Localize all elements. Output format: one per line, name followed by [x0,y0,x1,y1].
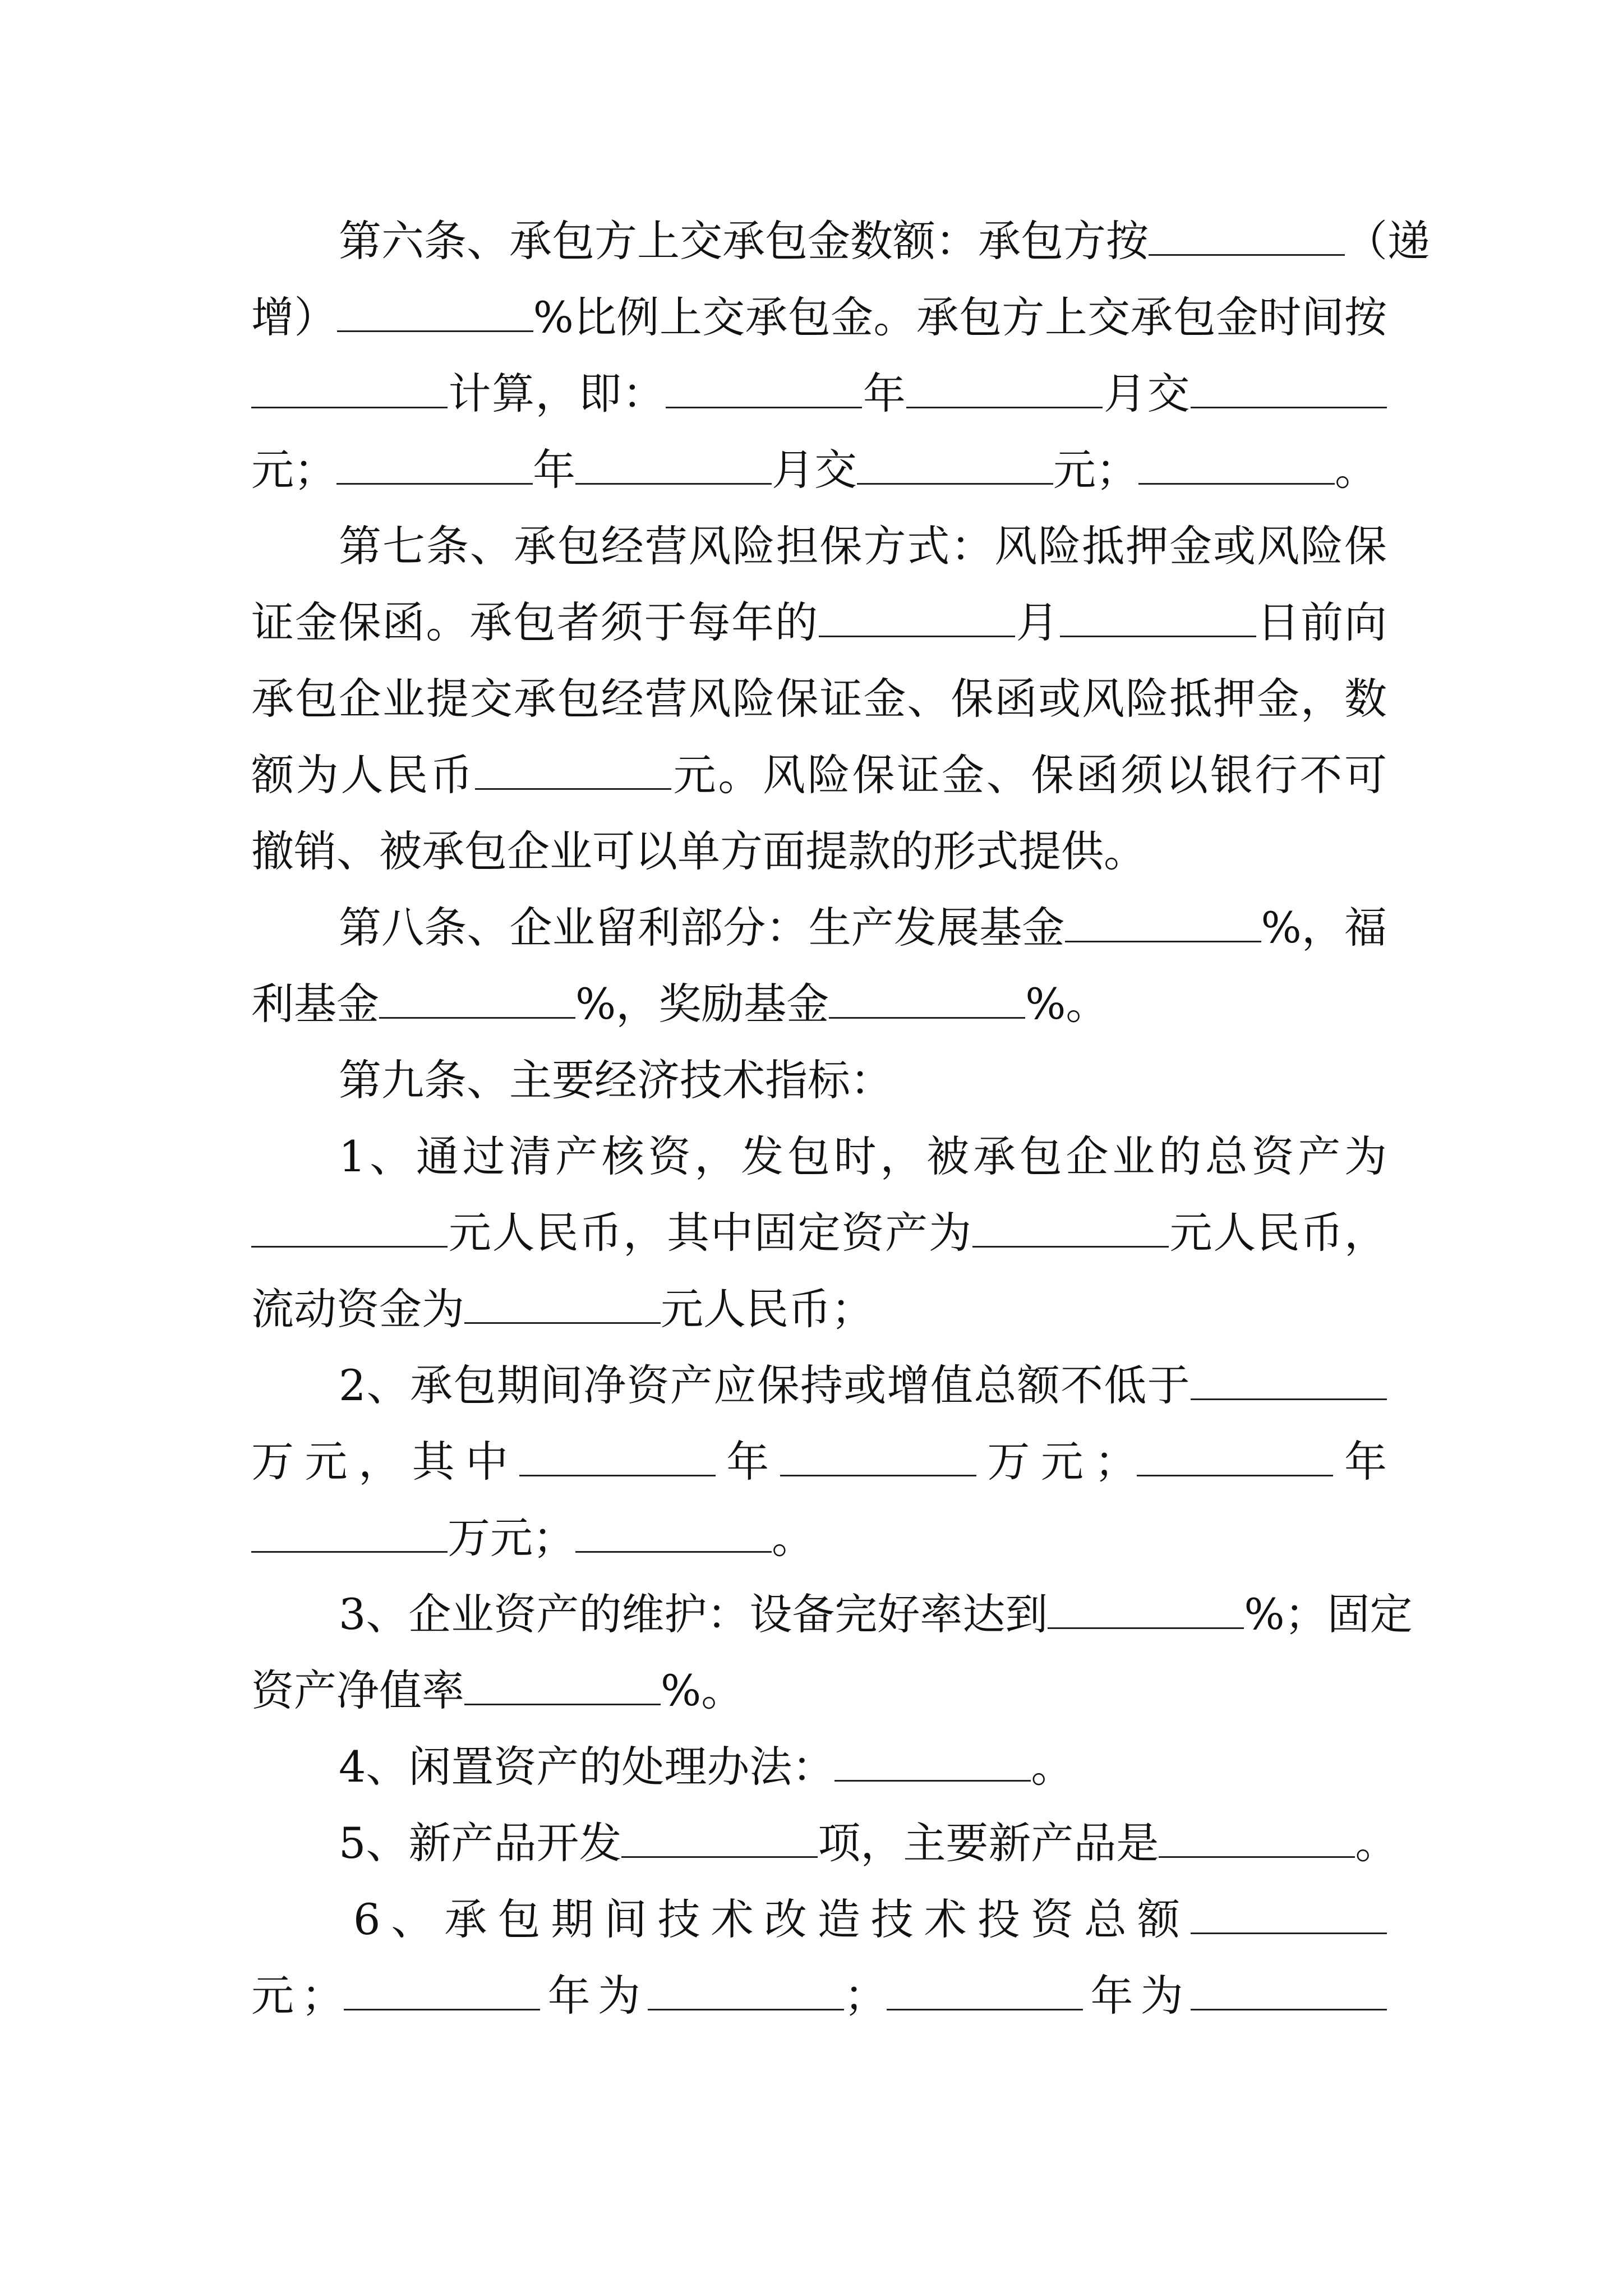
text: %。 [1025,979,1109,1029]
blank-field [666,373,862,408]
blank-field [1065,907,1261,942]
blank-field [1191,1365,1387,1400]
item-2-line-2 [251,1435,1387,1489]
blank-field [1191,1975,1387,2010]
blank-field [251,1517,448,1553]
blank-field [829,983,1025,1019]
text: 4、闲置资产的处理办法： [339,1742,835,1792]
blank-field [464,1670,661,1705]
text: 2、承包期间净资产应保持或增值总额不低于 [339,1360,1191,1410]
article-6-line-1 [339,214,1430,268]
item-6-line-2 [251,1969,1387,2023]
text: 1、通过清产核资，发包时，被承包企业的总资产为 [339,1131,1387,1181]
text: 撤销、被承包企业可以单方面提款的形式提供。 [251,826,1146,876]
blank-field [1191,373,1387,408]
text: 承包企业提交承包经营风险保证金、保函或风险抵押金，数 [251,674,1387,724]
text: 3、企业资产的维护：设备完好率达到 [339,1589,1048,1639]
text: 6、承包期间技术改造技术投资总额 [353,1894,1191,1944]
text: %。 [661,1665,744,1715]
text: （递 [1345,216,1430,266]
text: 万元，其中 [251,1437,519,1487]
item-3-line-2 [251,1664,1387,1718]
text: 年为 [1083,1971,1191,2021]
blank-field [251,1212,448,1248]
article-7-line-4 [251,748,1387,802]
blank-field [1191,1899,1387,1934]
article-7-line-2 [251,596,1387,650]
text: 项，主要新产品是 [818,1818,1159,1868]
blank-field [475,754,671,790]
text: 第九条、主要经济技术指标： [339,1055,893,1105]
text: 元人民币； [661,1284,874,1334]
item-1-line-3 [251,1282,1387,1336]
text: 年 [1333,1437,1387,1487]
item-2-line-1 [339,1359,1387,1412]
article-6-line-2 [251,291,1387,344]
text: %，奖励基金 [575,979,829,1029]
blank-field [1149,220,1345,256]
blank-field [834,1746,1031,1782]
article-6-line-4 [251,443,1387,497]
article-7-line-5 [251,825,1387,878]
blank-field [887,1975,1083,2010]
text: 利基金 [251,979,379,1029]
text: 月 [1015,597,1060,647]
blank-field [575,1517,772,1553]
blank-field [1137,1441,1333,1476]
article-6-line-3 [251,367,1387,421]
text: 第八条、企业留利部分：生产发展基金 [339,903,1065,953]
text: 元； [1053,445,1138,495]
item-1-line-2 [251,1206,1387,1260]
blank-field [251,373,448,408]
text: 月交 [772,445,857,495]
item-1-line-1 [339,1130,1387,1184]
text: 增） [251,292,337,342]
blank-field [819,602,1015,637]
blank-field [1048,1594,1244,1629]
blank-field [621,1823,818,1858]
text: 年 [862,369,907,418]
text: 第六条、承包方上交承包金数额：承包方按 [339,216,1149,266]
text: 日前向 [1256,597,1387,647]
text: 。 [1355,1818,1398,1868]
blank-field [379,983,575,1019]
blank-field [906,373,1103,408]
text: 元人民币， [1168,1208,1387,1258]
text: 元人民币，其中固定资产为 [448,1208,972,1258]
article-8-line-2 [251,977,1387,1031]
article-7-line-1 [339,519,1387,573]
article-7-line-3 [251,672,1387,726]
blank-field [1138,449,1335,485]
blank-field [337,297,533,332]
text: 流动资金为 [251,1284,464,1334]
blank-field [519,1441,716,1476]
text: %；固定 [1244,1589,1413,1639]
blank-field [1060,602,1256,637]
item-5-line [339,1816,1398,1870]
article-9-title [339,1053,1387,1107]
text: 。 [772,1513,814,1563]
item-3-line-1 [339,1588,1413,1641]
text: 万元； [448,1513,575,1563]
text: 年 [715,1437,780,1487]
text: 年为 [540,1971,648,2021]
text: ； [844,1971,887,2021]
item-4-line [339,1740,1387,1794]
blank-field [464,1289,661,1324]
text: 万元； [976,1437,1137,1487]
text: 额为人民币 [251,750,475,800]
item-2-line-3 [251,1511,1387,1565]
blank-field [972,1212,1169,1248]
text: %，福 [1261,903,1387,953]
text: 。 [1031,1742,1074,1792]
text: 月交 [1103,369,1191,418]
text: 资产净值率 [251,1665,464,1715]
blank-field [857,449,1053,485]
text: %比例上交承包金。承包方上交承包金时间按 [533,292,1387,342]
text: 元； [251,445,336,495]
text: 元。风险保证金、保函须以银行不可 [671,750,1387,800]
blank-field [648,1975,844,2010]
text: 证金保函。承包者须于每年的 [251,597,819,647]
text: 年 [533,445,575,495]
article-8-line-1 [339,901,1387,955]
text: 计算，即： [448,369,666,418]
blank-field [575,449,772,485]
text: 第七条、承包经营风险担保方式：风险抵押金或风险保 [339,521,1387,571]
item-6-line-1 [353,1893,1387,1947]
blank-field [336,449,533,485]
text: 。 [1335,445,1377,495]
blank-field [1159,1823,1355,1858]
blank-field [344,1975,540,2010]
text: 5、新产品开发 [339,1818,622,1868]
text: 元； [251,1971,344,2021]
blank-field [780,1441,976,1476]
